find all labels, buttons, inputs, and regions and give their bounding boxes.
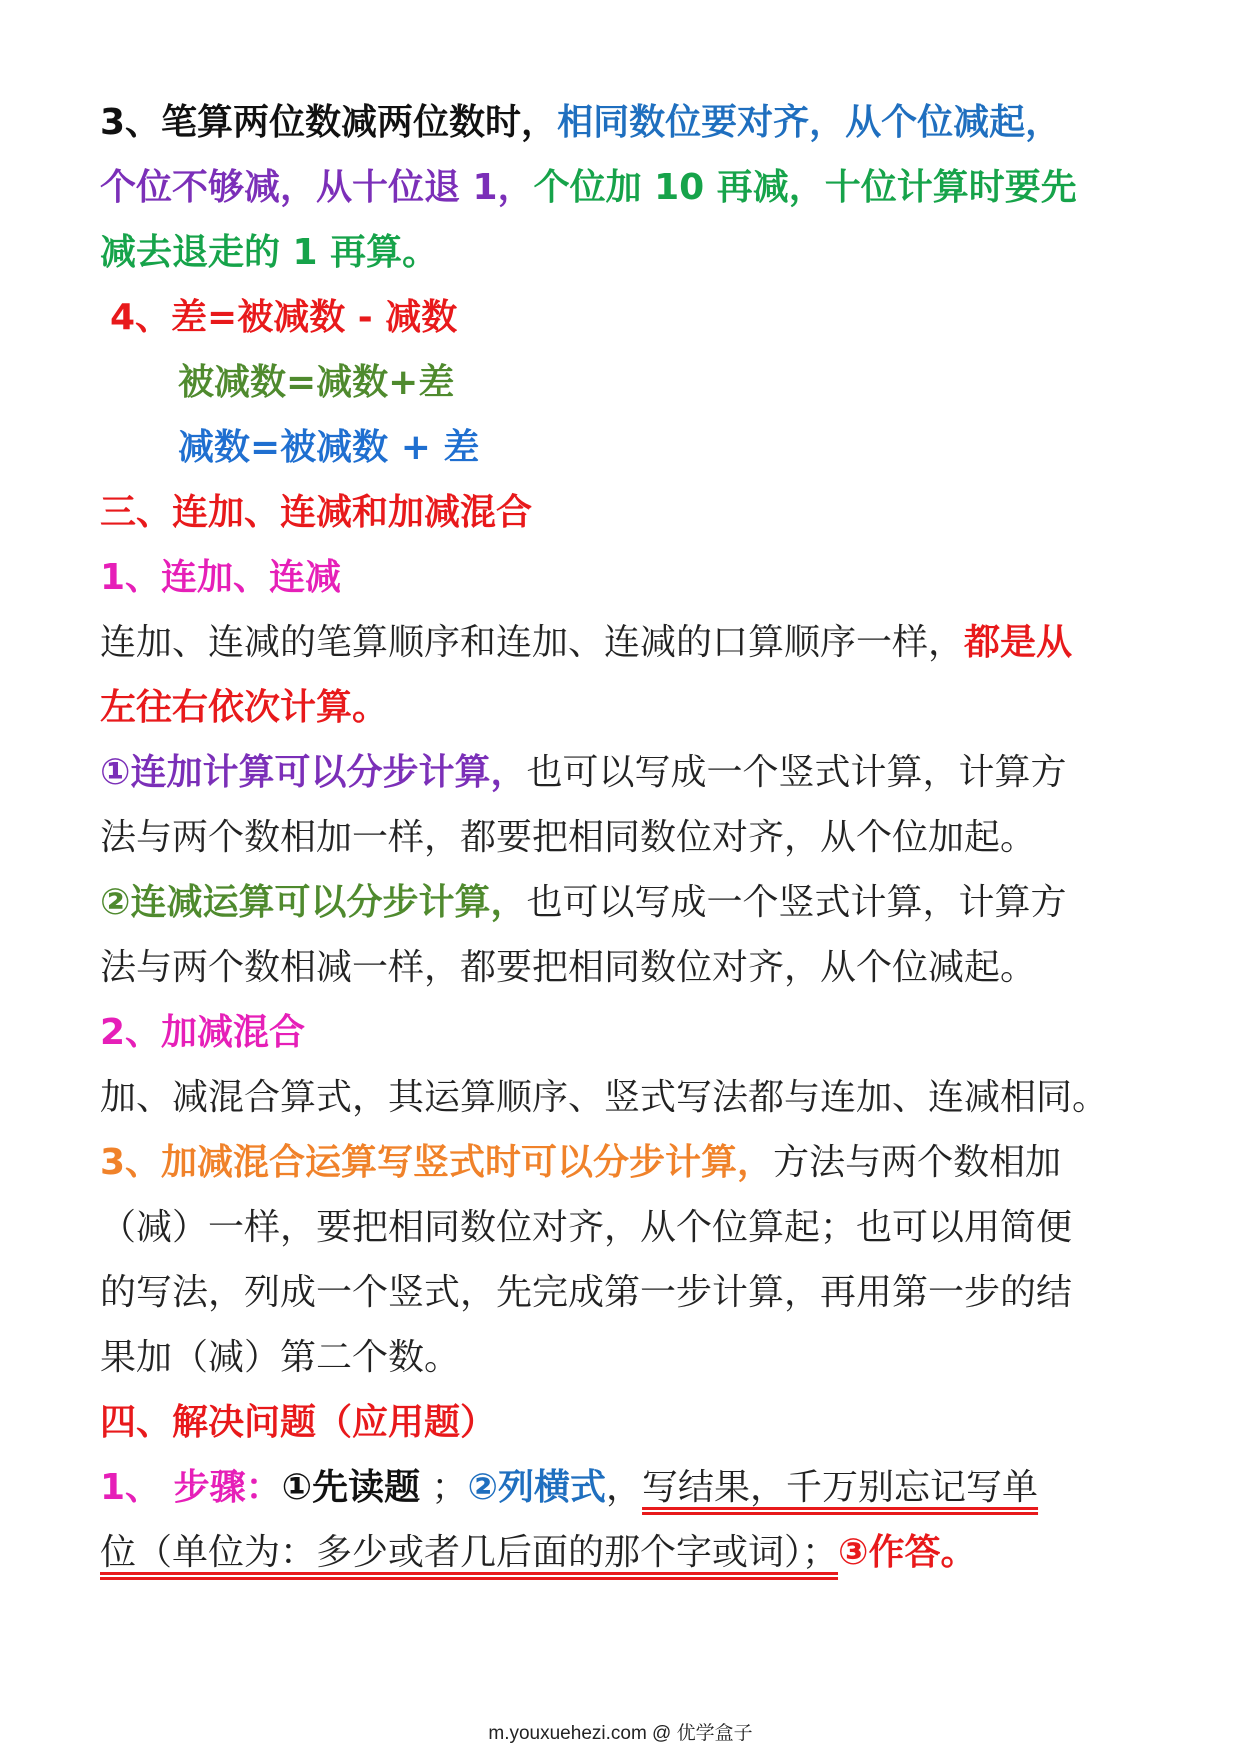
text-line <box>100 415 1150 480</box>
text-segment: 法与两个数相加一样，都要把相同数位对齐，从个位加起。 <box>100 817 1037 858</box>
text-segment: 法与两个数相减一样，都要把相同数位对齐，从个位减起。 <box>100 947 1037 988</box>
text-segment: 1、连加、连减 <box>100 557 342 598</box>
text-segment: 加、减混合算式，其运算顺序、竖式写法都与连加、连减相同。 <box>100 1077 1109 1118</box>
text-segment: ①连加计算可以分步计算， <box>100 752 527 793</box>
text-segment: 1、 步骤： <box>100 1467 282 1508</box>
text-segment: ， <box>606 1467 643 1508</box>
text-line <box>100 1390 1150 1455</box>
text-line <box>100 1325 1150 1390</box>
text-line <box>100 610 1150 675</box>
text-segment: 相同数位要对齐，从个位减起， <box>557 102 1062 143</box>
text-line <box>100 1260 1150 1325</box>
text-segment: ②列横式 <box>467 1467 607 1508</box>
text-segment: 果加（减）第二个数。 <box>100 1337 461 1378</box>
text-segment: 减去退走的 1 再算。 <box>100 232 439 273</box>
text-segment: ③作答。 <box>838 1532 977 1573</box>
text-line <box>100 480 1150 545</box>
text-segment: 写结果，千万别忘记写单 <box>642 1467 1039 1508</box>
text-segment: 的写法，列成一个竖式，先完成第一步计算，再用第一步的结 <box>100 1272 1073 1313</box>
text-line <box>100 545 1150 610</box>
page-footer: m.youxuehezi.com @ 优学盒子 <box>488 1723 753 1744</box>
text-line <box>100 285 1150 350</box>
text-segment: 4、差=被减数 - 减数 <box>110 297 458 338</box>
text-segment: 方法与两个数相加 <box>773 1142 1062 1183</box>
text-line <box>100 1195 1150 1260</box>
text-segment: 连加、连减的笔算顺序和连加、连减的口算顺序一样， <box>100 622 965 663</box>
text-segment: 也可以写成一个竖式计算，计算方 <box>526 752 1067 793</box>
text-segment: ①先读题 <box>281 1467 421 1508</box>
document-body <box>100 90 1150 1585</box>
text-segment: 三、连加、连减和加减混合 <box>100 492 533 533</box>
text-line <box>100 805 1150 870</box>
text-segment: 2、加减混合 <box>100 1012 306 1053</box>
text-segment: 左往右依次计算。 <box>100 687 389 728</box>
text-line <box>100 935 1150 1000</box>
text-line <box>100 740 1150 805</box>
text-line <box>100 1130 1150 1195</box>
text-line <box>100 350 1150 415</box>
text-segment: 3、笔算两位数减两位数时， <box>100 102 558 143</box>
text-line <box>100 870 1150 935</box>
text-line <box>100 675 1150 740</box>
text-line <box>100 1455 1150 1520</box>
text-line <box>100 1065 1150 1130</box>
text-segment: 减数=被减数 + 差 <box>178 427 480 468</box>
text-segment: 3、加减混合运算写竖式时可以分步计算， <box>100 1142 774 1183</box>
text-segment: 位（单位为：多少或者几后面的那个字或词）； <box>100 1532 839 1573</box>
text-line <box>100 220 1150 285</box>
text-line <box>100 1000 1150 1065</box>
text-segment: 个位不够减，从十位退 1， <box>100 167 534 208</box>
text-segment: 四、解决问题（应用题） <box>100 1402 497 1443</box>
text-segment: 个位加 10 再减，十位计算时要先 <box>533 167 1077 208</box>
text-line <box>100 155 1150 220</box>
text-segment: （减）一样，要把相同数位对齐，从个位算起；也可以用简便 <box>100 1207 1073 1248</box>
text-segment: ； <box>420 1467 468 1508</box>
text-segment: ②连减运算可以分步计算， <box>100 882 527 923</box>
text-line <box>100 90 1150 155</box>
text-line <box>100 1520 1150 1585</box>
text-segment: 都是从 <box>964 622 1073 663</box>
text-segment: 被减数=减数+差 <box>178 362 455 403</box>
text-segment: 也可以写成一个竖式计算，计算方 <box>526 882 1067 923</box>
